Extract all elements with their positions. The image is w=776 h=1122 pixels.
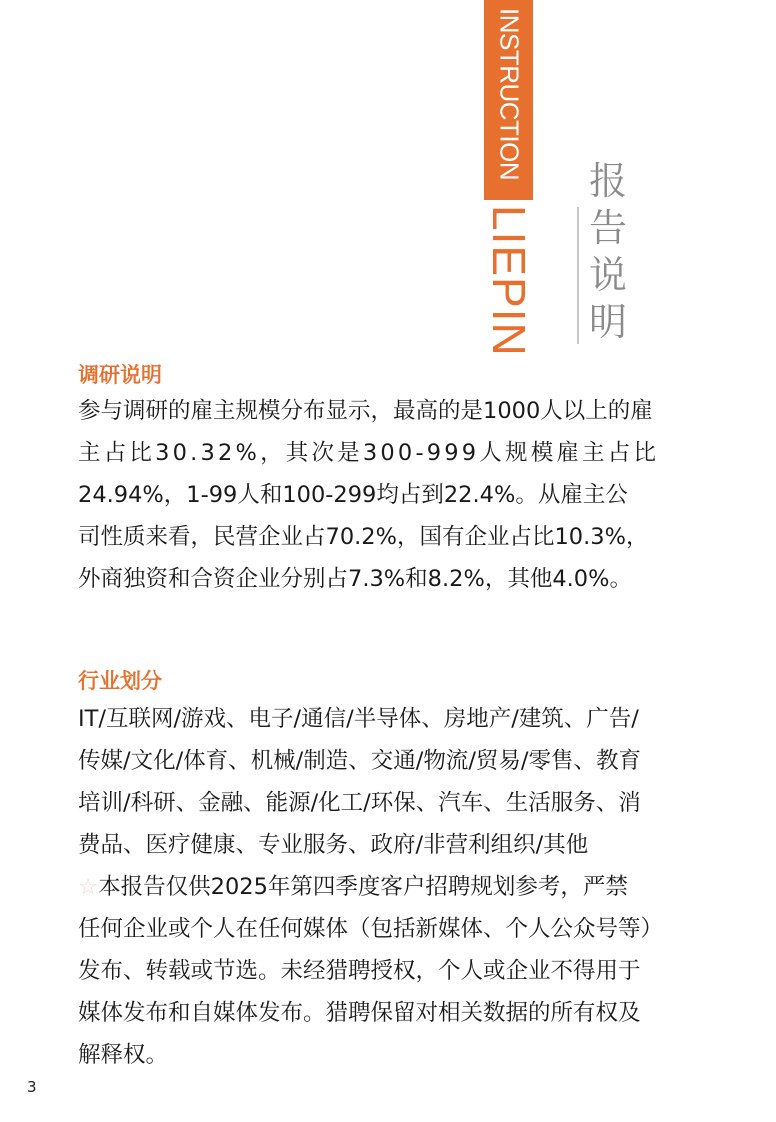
brand-text: LIEPIN — [482, 205, 535, 357]
section-heading-industry: 行业划分 — [78, 669, 162, 693]
title-char: 告 — [588, 206, 627, 250]
disclaimer-line — [78, 866, 698, 908]
text-line: 参与调研的雇主规模分布显示，最高的是1000人以上的雇 — [78, 398, 653, 424]
title-char: 说 — [588, 253, 627, 297]
industry-paragraph — [78, 698, 698, 1076]
text-line: 24.94%，1-99人和100-299均占到22.4%。从雇主公 — [78, 482, 628, 508]
instruction-text: INSTRUCTION — [494, 8, 524, 181]
star-icon: ☆ — [78, 874, 99, 900]
text-line: 发布、转载或节选。未经猎聘授权，个人或企业不得用于 — [78, 958, 641, 984]
text-line: 解释权。 — [78, 1042, 169, 1068]
instruction-label — [484, 0, 533, 200]
survey-paragraph — [78, 390, 698, 600]
text-line: IT/互联网/游戏、电子/通信/半导体、房地产/建筑、广告/ — [78, 706, 639, 732]
text-line: 任何企业或个人在任何媒体（包括新媒体、个人公众号等） — [78, 916, 664, 942]
text-line: 媒体发布和自媒体发布。猎聘保留对相关数据的所有权及 — [78, 1000, 641, 1026]
page-title — [586, 158, 630, 346]
section-heading-survey: 调研说明 — [78, 363, 162, 387]
text-line: 本报告仅供2025年第四季度客户招聘规划参考，严禁 — [98, 874, 628, 900]
text-line: 费品、医疗健康、专业服务、政府/非营利组织/其他 — [78, 832, 589, 858]
text-line: 主占比30.32%，其次是300-999人规模雇主占比 — [78, 440, 660, 466]
divider — [577, 207, 579, 344]
title-char: 报 — [588, 159, 627, 203]
text-line: 传媒/文化/体育、机械/制造、交通/物流/贸易/零售、教育 — [78, 748, 641, 774]
text-line: 司性质来看，民营企业占70.2%，国有企业占比10.3%， — [78, 524, 649, 550]
brand-label — [482, 205, 535, 357]
page-number: 3 — [27, 1078, 37, 1096]
text-line: 外商独资和合资企业分别占7.3%和8.2%，其他4.0%。 — [78, 566, 632, 592]
title-char: 明 — [588, 300, 627, 344]
text-line: 培训/科研、金融、能源/化工/环保、汽车、生活服务、消 — [78, 790, 641, 816]
